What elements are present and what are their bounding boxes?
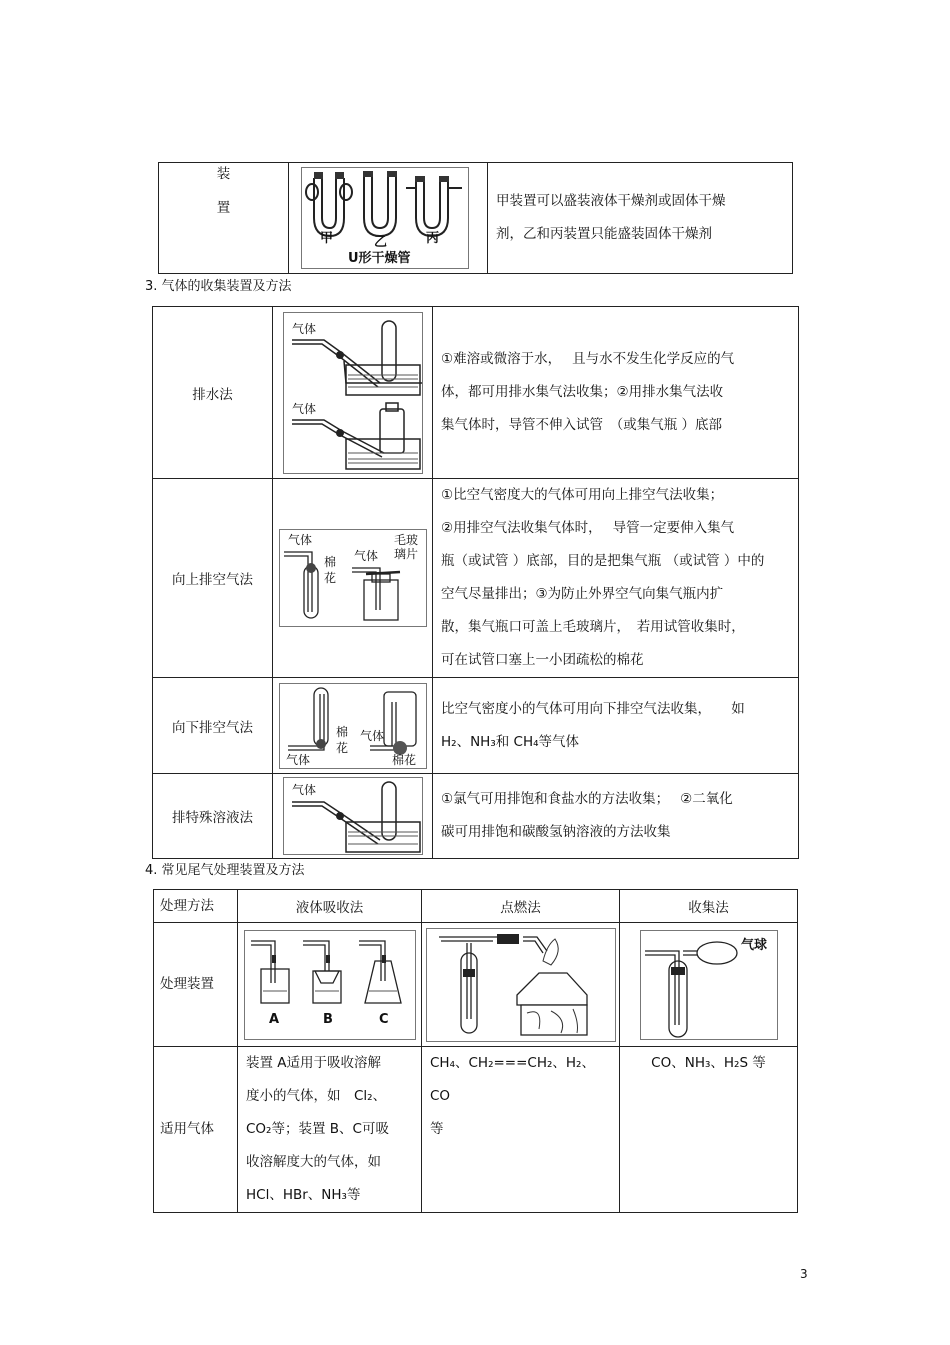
- desc-line: CO、NH₃、H₂S 等: [651, 1055, 766, 1071]
- page-number: 3: [800, 1267, 808, 1281]
- water-displacement-figure: [283, 312, 423, 474]
- water-displacement-drawing: [284, 313, 422, 473]
- downward-air-figure-cell: [273, 678, 433, 774]
- burn-drawing: [427, 929, 615, 1041]
- desc-line: H₂、NH₃和 CH₄等气体: [441, 733, 580, 750]
- fig-gas-label: 气体: [292, 321, 317, 336]
- fig-gas-label: 气体: [360, 728, 385, 743]
- special-solution-figure-cell: [273, 774, 433, 859]
- upward-air-figure-cell: [273, 479, 433, 678]
- desc-line: HCl、HBr、NH₃等: [246, 1187, 361, 1203]
- desc-line: ②用排空气法收集气体时， 导管一定要伸入集气: [441, 520, 735, 536]
- fig-gas-label: 气体: [292, 783, 317, 797]
- fig-gas-label: 气体: [286, 752, 311, 767]
- section-3-heading: 3. 气体的收集装置及方法: [145, 279, 292, 294]
- water-displacement-figure-cell: [273, 307, 433, 479]
- device-label-cell: [159, 163, 289, 274]
- desc-line: 空气尽量排出；③为防止外界空气向集气瓶内扩: [441, 586, 724, 602]
- u-tube-label-bing: 丙: [426, 231, 440, 246]
- desc-line: 瓶（或试管 ）底部，目的是把集气瓶 （或试管 ）中的: [441, 553, 765, 569]
- collect-drawing: [641, 931, 777, 1039]
- upward-air-figure: [279, 529, 427, 627]
- collect-figure-cell: [620, 923, 798, 1047]
- upward-air-description: [433, 479, 799, 678]
- desc-line: 剂，乙和丙装置只能盛装固体干燥剂: [496, 226, 712, 242]
- device-label-b: 置: [216, 200, 231, 216]
- desc-line: ①难溶或微溶于水， 且与水不发生化学反应的气: [441, 351, 735, 367]
- liquid-applicable: [238, 1047, 422, 1213]
- desc-line: 收溶解度大的气体，如: [246, 1154, 381, 1170]
- burn-figure-cell: [422, 923, 620, 1047]
- desc-line: ①氯气可用排饱和食盐水的方法收集； ②二氧化: [441, 791, 733, 807]
- fig-cotton-label-b: 花: [336, 740, 349, 755]
- desc-line: ①比空气密度大的气体可用向上排空气法收集；: [441, 487, 724, 503]
- desc-line: 甲装置可以盛装液体干燥剂或固体干燥: [496, 193, 726, 209]
- fig-cotton-label-a: 棉: [336, 724, 349, 739]
- fig-cotton-label-b: 花: [324, 571, 337, 585]
- special-solution-description: [433, 774, 799, 859]
- liquid-absorb-figure: [244, 930, 416, 1040]
- balloon-label: 气球: [741, 937, 768, 953]
- header-burn: 点燃法: [422, 890, 620, 923]
- u-tube-caption: U形干燥管: [348, 251, 411, 266]
- method-upward-air: 向上排空气法: [153, 479, 273, 678]
- desc-line: CO₂等；装置 B、C可吸: [246, 1121, 389, 1137]
- drying-tube-table: [158, 162, 793, 274]
- liquid-figure-cell: [238, 923, 422, 1047]
- tail-gas-table: [153, 889, 798, 1213]
- collect-applicable: [620, 1047, 798, 1213]
- downward-air-figure: [279, 683, 427, 769]
- label-c: C: [379, 1011, 389, 1027]
- method-water-displacement: 排水法: [153, 307, 273, 479]
- u-tube-label-jia: 甲: [320, 231, 334, 246]
- desc-line: 可在试管口塞上一小团疏松的棉花: [441, 652, 644, 668]
- upward-air-drawing: [280, 530, 426, 626]
- fig-gas-label: 气体: [354, 549, 379, 563]
- section-4-heading: 4. 常见尾气处理装置及方法: [145, 863, 305, 878]
- row-device-label: 处理装置: [154, 923, 238, 1047]
- downward-air-drawing: [280, 684, 426, 768]
- gas-collection-table: [152, 306, 799, 859]
- downward-air-description: [433, 678, 799, 774]
- burn-applicable: [422, 1047, 620, 1213]
- special-solution-figure: [283, 777, 423, 855]
- device-label-a: 装: [216, 166, 231, 182]
- fig-gas-label: 气体: [292, 401, 317, 416]
- drying-tube-description: [488, 163, 793, 274]
- desc-line: 碳可用排饱和碳酸氢钠溶液的方法收集: [441, 824, 671, 840]
- desc-line: 集气体时，导管不伸入试管 （或集气瓶 ）底部: [441, 417, 723, 433]
- fig-glass-label-a: 毛玻: [394, 533, 419, 547]
- desc-line: 体，都可用排水集气法收集；②用排水集气法收: [441, 384, 724, 400]
- collect-figure: [640, 930, 778, 1040]
- u-tube-figure: [301, 167, 469, 269]
- header-collect: 收集法: [620, 890, 798, 923]
- label-a: A: [269, 1011, 280, 1027]
- fig-cotton-label: 棉花: [392, 752, 417, 767]
- desc-line: 等: [430, 1121, 444, 1137]
- desc-line: 比空气密度小的气体可用向下排空气法收集， 如: [441, 700, 745, 717]
- fig-glass-label-b: 璃片: [394, 547, 419, 561]
- method-downward-air: 向下排空气法: [153, 678, 273, 774]
- desc-line: 装置 A适用于吸收溶解: [246, 1055, 382, 1071]
- burn-figure: [426, 928, 616, 1042]
- label-b: B: [323, 1011, 333, 1027]
- desc-line: 散，集气瓶口可盖上毛玻璃片， 若用试管收集时，: [441, 619, 745, 635]
- header-method: 处理方法: [154, 890, 238, 923]
- u-tube-drawing: [302, 168, 468, 268]
- special-solution-drawing: [284, 778, 422, 854]
- liquid-absorb-drawing: [245, 931, 415, 1039]
- u-tube-figure-cell: [289, 163, 488, 274]
- water-displacement-description: [433, 307, 799, 479]
- fig-gas-label: 气体: [288, 533, 313, 547]
- row-applicable-label: 适用气体: [154, 1047, 238, 1213]
- desc-line: 度小的气体，如 Cl₂、: [246, 1088, 387, 1104]
- u-tube-label-yi: 乙: [374, 235, 388, 250]
- fig-cotton-label-a: 棉: [324, 555, 337, 569]
- header-liquid: 液体吸收法: [238, 890, 422, 923]
- desc-line: CH₄、CH₂===CH₂、H₂、CO: [430, 1055, 595, 1104]
- method-special-solution: 排特殊溶液法: [153, 774, 273, 859]
